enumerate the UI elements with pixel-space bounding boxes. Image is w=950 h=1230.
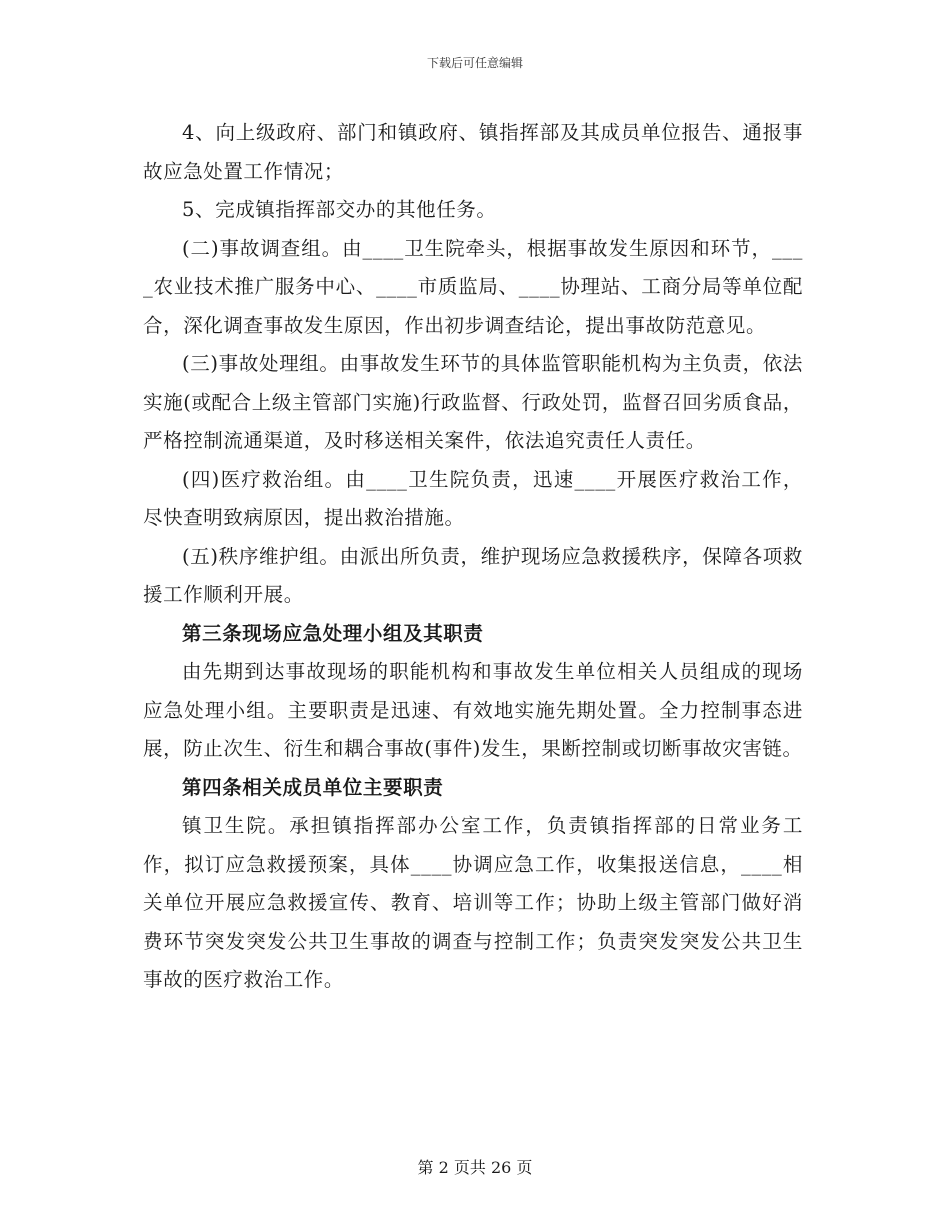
paragraph-onsite-team: 由先期到达事故现场的职能机构和事故发生单位相关人员组成的现场应急处理小组。主要职责是迅速、有效地实施先期处置。全力控制事态进展，防止次生、衍生和耦合事故(事件)发生，果断控制或切断事故灾害链。 [143,660,803,760]
section-heading-article-3: 第三条现场应急处理小组及其职责 [182,621,484,645]
paragraph-other-tasks: 5、完成镇指挥部交办的其他任务。 [182,198,497,221]
paragraph-medical-group: (四)医疗救治组。由____卫生院负责，迅速____开展医疗救治工作，尽快查明致病原因，提出救治措施。 [143,467,803,529]
page-number-footer: 第 2 页共 26 页 [417,1158,533,1177]
paragraph-order-group: (五)秩序维护组。由派出所负责，维护现场应急救援秩序，保障各项救援工作顺利开展。 [143,544,803,606]
document-body [143,114,803,1000]
paragraph-health-center-duties: 镇卫生院。承担镇指挥部办公室工作，负责镇指挥部的日常业务工作，拟订应急救援预案，具体____协调应急工作，收集报送信息，____相关单位开展应急救援宣传、教育、培训等工作；协助上级主管部门做好消费环节突发突发公共卫生事故的调查与控制工作；负责突发突发公共卫生事故的医疗救治工作。 [143,814,803,991]
section-heading-article-4: 第四条相关成员单位主要职责 [182,775,444,799]
paragraph-handling-group: (三)事故处理组。由事故发生环节的具体监管职能机构为主负责，依法实施(或配合上级主管部门实施)行政监督、行政处罚，监督召回劣质食品，严格控制流通渠道，及时移送相关案件，依法追究责任人责任。 [143,352,803,452]
paragraph-report-duty: 4、向上级政府、部门和镇政府、镇指挥部及其成员单位报告、通报事故应急处置工作情况； [143,121,803,183]
page-header-note: 下载后可任意编辑 [426,56,523,70]
paragraph-investigation-group: (二)事故调查组。由____卫生院牵头，根据事故发生原因和环节，____农业技术推广服务中心、____市质监局、____协理站、工商分局等单位配合，深化调查事故发生原因，作出初步调查结论，提出事故防范意见。 [143,236,803,337]
